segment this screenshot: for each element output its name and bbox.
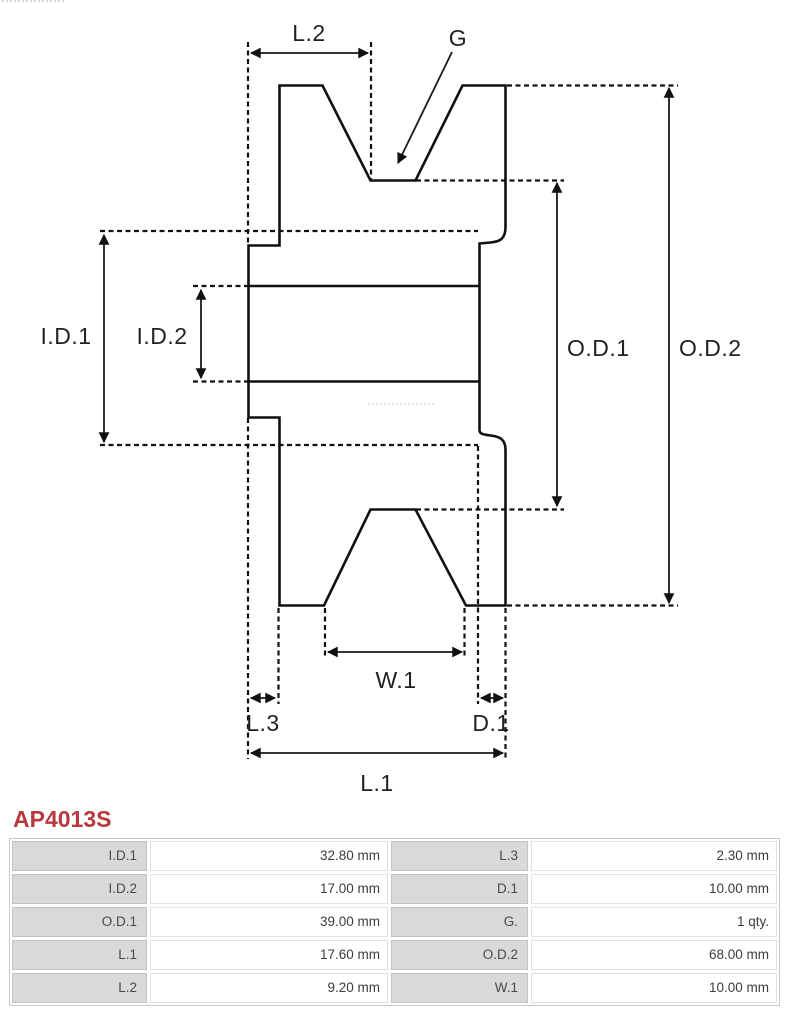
dim-label-id1: I.D.1 bbox=[40, 323, 92, 349]
dim-label-l3: L.3 bbox=[246, 710, 280, 736]
dim-label-l2: L.2 bbox=[292, 20, 326, 46]
dimension-arrows bbox=[104, 52, 669, 753]
spec-value: 17.00 mm bbox=[150, 874, 388, 904]
spec-value: 1 qty. bbox=[531, 907, 777, 937]
dim-label-od1: O.D.1 bbox=[567, 335, 630, 361]
spec-value: 39.00 mm bbox=[150, 907, 388, 937]
spec-value: 17.60 mm bbox=[150, 940, 388, 970]
spec-label: L.2 bbox=[12, 973, 147, 1003]
dim-label-g: G bbox=[448, 25, 468, 51]
part-number-title: AP4013S bbox=[13, 806, 112, 832]
dim-label-w1: W.1 bbox=[375, 667, 417, 693]
spec-label: I.D.2 bbox=[12, 874, 147, 904]
spec-label: W.1 bbox=[391, 973, 528, 1003]
spec-value: 10.00 mm bbox=[531, 973, 777, 1003]
spec-label: I.D.1 bbox=[12, 841, 147, 871]
spec-label: O.D.1 bbox=[12, 907, 147, 937]
spec-label: G. bbox=[391, 907, 528, 937]
spec-label: O.D.2 bbox=[391, 940, 528, 970]
groove-leader-arrow bbox=[398, 52, 452, 163]
spec-label: L.1 bbox=[12, 940, 147, 970]
spec-label: D.1 bbox=[391, 874, 528, 904]
dim-label-id2: I.D.2 bbox=[136, 323, 188, 349]
spec-value: 10.00 mm bbox=[531, 874, 777, 904]
edge-artifact bbox=[2, 0, 64, 2]
dim-label-l1: L.1 bbox=[360, 770, 394, 796]
spec-value: 68.00 mm bbox=[531, 940, 777, 970]
spec-value: 2.30 mm bbox=[531, 841, 777, 871]
dim-label-od2: O.D.2 bbox=[679, 335, 742, 361]
spec-value: 9.20 mm bbox=[150, 973, 388, 1003]
spec-label: L.3 bbox=[391, 841, 528, 871]
pulley-outline bbox=[249, 86, 506, 606]
spec-value: 32.80 mm bbox=[150, 841, 388, 871]
dimension-spec-table bbox=[9, 838, 780, 1006]
dim-label-d1: D.1 bbox=[472, 710, 510, 736]
